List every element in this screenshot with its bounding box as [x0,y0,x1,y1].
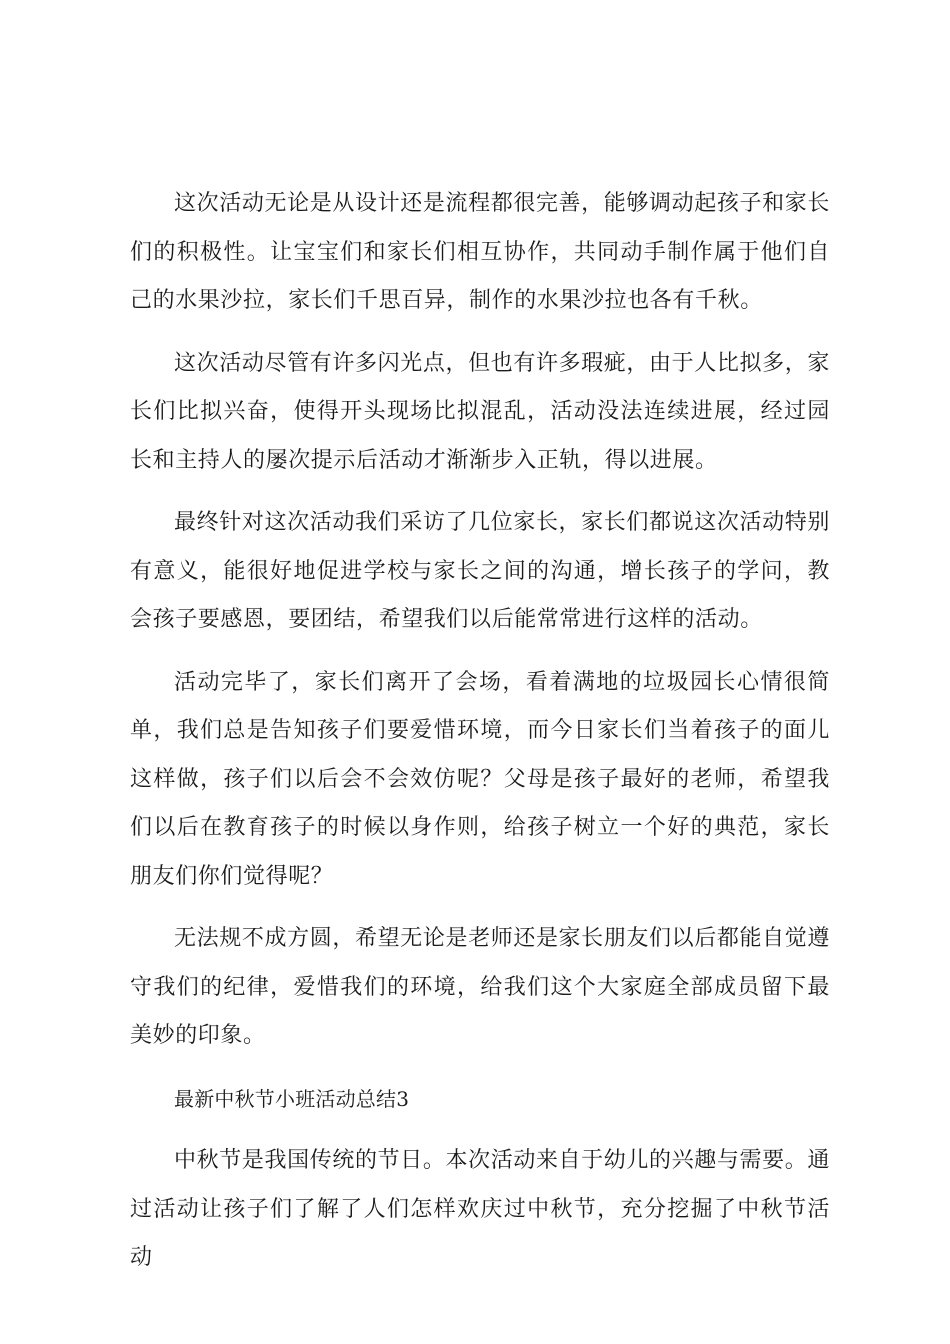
paragraph-1: 这次活动无论是从设计还是流程都很完善，能够调动起孩子和家长们的积极性。让宝宝们和家长们相互协作，共同动手制作属于他们自己的水果沙拉，家长们千思百异，制作的水果沙拉也各有千秋。 [130,191,830,313]
paragraph-3: 最终针对这次活动我们采访了几位家长，家长们都说这次活动特别有意义，能很好地促进学校与家长之间的沟通，增长孩子的学问，教会孩子要感恩，要团结，希望我们以后能常常进行这样的活动。 [130,510,830,632]
paragraph-4: 活动完毕了，家长们离开了会场，看着满地的垃圾园长心情很简单，我们总是告知孩子们要爱惜环境，而今日家长们当着孩子的面儿这样做，孩子们以后会不会效仿呢？父母是孩子最好的老师，希望我们以后在教育孩子的时候以身作则，给孩子树立一个好的典范，家长朋友们你们觉得呢？ [130,669,830,889]
paragraph-2: 这次活动尽管有许多闪光点，但也有许多瑕疵，由于人比拟多，家长们比拟兴奋，使得开头现场比拟混乱，活动没法连续进展，经过园长和主持人的屡次提示后活动才渐渐步入正轨，得以进展。 [130,350,830,473]
section-heading: 最新中秋节小班活动总结3 [174,1086,410,1111]
paragraph-5: 无法规不成方圆，希望无论是老师还是家长朋友们以后都能自觉遵守我们的纪律，爱惜我们的环境，给我们这个大家庭全部成员留下最美妙的印象。 [130,926,830,1048]
paragraph-6: 中秋节是我国传统的节日。本次活动来自于幼儿的兴趣与需要。通过活动让孩子们了解了人们怎样欢庆过中秋节，充分挖掘了中秋节活动 [130,1148,830,1270]
document-page [130,180,830,1297]
